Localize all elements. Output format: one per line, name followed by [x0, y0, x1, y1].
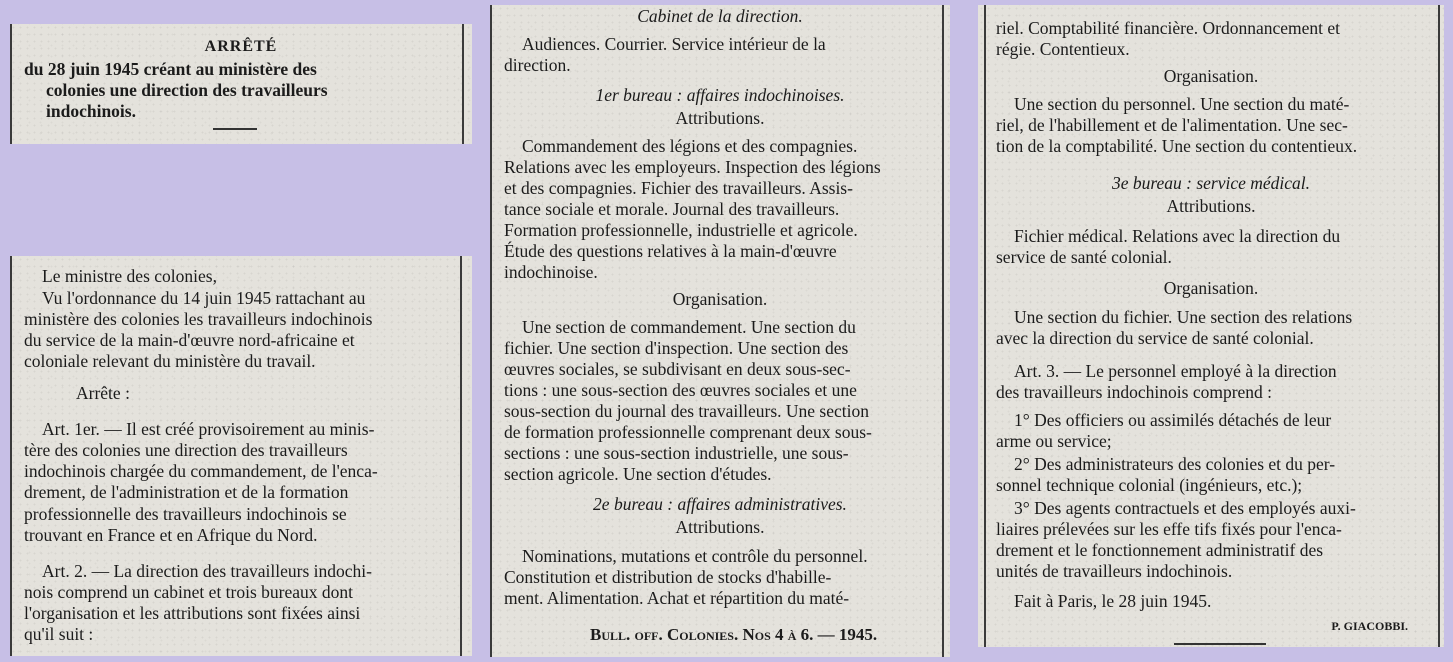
- text-line: direction.: [504, 55, 571, 75]
- text-line: du service de la main-d'œuvre nord-africaine et: [24, 330, 355, 350]
- text-line: fichier. Une section d'inspection. Une section des: [504, 338, 849, 358]
- text-line: Art. 1er. — Il est créé provisoirement au minis-: [42, 419, 375, 439]
- text-line: tion de la comptabilité. Une section du contentieux.: [996, 136, 1358, 156]
- text-line: Formation professionnelle, industrielle et agricole.: [504, 220, 858, 240]
- bureaux-clipping: [490, 5, 950, 657]
- text-line: riel. Comptabilité financière. Ordonnancement et: [996, 18, 1341, 38]
- text-line: qu'il suit :: [24, 624, 94, 644]
- right-column-rule: [1438, 5, 1440, 647]
- text-line: Nominations, mutations et contrôle du personnel.: [522, 546, 868, 566]
- decree-title: ARRÊTÉ: [204, 38, 278, 55]
- decree-subtitle-line: du 28 juin 1945 créant au ministère des: [24, 59, 317, 79]
- text-line: Art. 2. — La direction des travailleurs indochi-: [42, 561, 372, 581]
- text-line: tance sociale et morale. Journal des travailleurs.: [504, 199, 840, 219]
- text-line: unités de travailleurs indochinois.: [996, 561, 1233, 581]
- text-line: Audiences. Courrier. Service intérieur de la: [522, 34, 826, 54]
- organisation-heading: Organisation.: [1163, 66, 1259, 86]
- text-line: tère des colonies une direction des travailleurs: [24, 440, 348, 460]
- text-line: 3° Des agents contractuels et des employés auxi-: [1014, 498, 1356, 518]
- bulletin-footer: Bull. off. Colonies. Nos 4 à 6. — 1945.: [590, 625, 878, 644]
- decree-subtitle-line: colonies une direction des travailleurs: [46, 80, 328, 100]
- text-line: section agricole. Une section d'études.: [504, 464, 772, 484]
- text-line: sous-section du journal des travailleurs. Une section: [504, 401, 869, 421]
- decree-subtitle-line: indochinois.: [46, 101, 136, 121]
- text-line: et des compagnies. Fichier des travailleurs. Assis-: [504, 178, 853, 198]
- text-line: tions : une sous-section des œuvres sociales et une: [504, 380, 857, 400]
- bureau1-heading: 1er bureau : affaires indochinoises.: [595, 85, 845, 105]
- text-line: sonnel technique colonial (ingénieurs, etc.);: [996, 475, 1303, 495]
- text-line: coloniale relevant du ministère du travail.: [24, 351, 316, 371]
- title-clipping: [10, 24, 472, 144]
- article3-clipping: [978, 5, 1444, 647]
- left-column-rule: [984, 5, 986, 647]
- cabinet-heading: Cabinet de la direction.: [637, 6, 803, 26]
- text-line: l'organisation et les attributions sont fixées ainsi: [24, 603, 361, 623]
- text-line: Arrête :: [76, 383, 130, 403]
- text-line: indochinois chargée du commandement, de l'enca-: [24, 461, 378, 481]
- text-line: des travailleurs indochinois comprend :: [996, 382, 1273, 402]
- text-line: 2° Des administrateurs des colonies et du per-: [1014, 454, 1336, 474]
- text-line: service de santé colonial.: [996, 247, 1172, 267]
- text-line: liaires prélevées sur les effe tifs fixés pour l'enca-: [996, 519, 1342, 539]
- text-line: Constitution et distribution de stocks d'habille-: [504, 567, 832, 587]
- text-line: de formation professionnelle comprenant deux sous-: [504, 422, 872, 442]
- organisation-heading: Organisation.: [1163, 278, 1259, 298]
- signature: P. GIACOBBI.: [1331, 619, 1408, 633]
- text-line: drement et le fonctionnement administratif des: [996, 540, 1324, 560]
- text-line: Une section du personnel. Une section du maté-: [1014, 94, 1350, 114]
- left-column-rule: [10, 256, 12, 656]
- text-line: avec la direction du service de santé colonial.: [996, 328, 1314, 348]
- text-line: Vu l'ordonnance du 14 juin 1945 rattachant au: [42, 288, 366, 308]
- bureau3-heading: 3e bureau : service médical.: [1111, 173, 1311, 193]
- text-line: Commandement des légions et des compagnies.: [522, 136, 858, 156]
- text-line: Une section de commandement. Une section du: [522, 317, 856, 337]
- text-line: nois comprend un cabinet et trois bureaux dont: [24, 582, 354, 602]
- attributions-heading: Attributions.: [675, 517, 765, 537]
- signoff-line: Fait à Paris, le 28 juin 1945.: [1014, 591, 1212, 611]
- text-line: œuvres sociales, se subdivisant en deux sous-sec-: [504, 359, 851, 379]
- preamble-clipping: [10, 256, 472, 656]
- text-line: ministère des colonies les travailleurs indochinois: [24, 309, 373, 329]
- text-line: sections : une sous-section industrielle, une sous-: [504, 443, 849, 463]
- text-line: régie. Contentieux.: [996, 39, 1130, 59]
- text-line: Le ministre des colonies,: [42, 266, 217, 286]
- text-line: drement, de l'administration et de la formation: [24, 482, 349, 502]
- text-line: 1° Des officiers ou assimilés détachés de leur: [1014, 410, 1332, 430]
- text-line: arme ou service;: [996, 431, 1112, 451]
- text-line: professionnelle des travailleurs indochinois se: [24, 504, 347, 524]
- text-line: indochinoise.: [504, 262, 598, 282]
- title-separator: [213, 128, 257, 130]
- text-line: Fichier médical. Relations avec la direction du: [1014, 226, 1341, 246]
- text-line: Une section du fichier. Une section des relations: [1014, 307, 1353, 327]
- right-column-rule: [460, 256, 462, 656]
- attributions-heading: Attributions.: [675, 108, 765, 128]
- bureau2-heading: 2e bureau : affaires administratives.: [593, 494, 847, 514]
- attributions-heading: Attributions.: [1166, 196, 1256, 216]
- text-line: Étude des questions relatives à la main-d'œuvre: [504, 241, 837, 261]
- organisation-heading: Organisation.: [672, 289, 768, 309]
- closing-separator: [1174, 643, 1266, 645]
- text-line: trouvant en France et en Afrique du Nord.: [24, 525, 318, 545]
- text-line: Relations avec les employeurs. Inspection des légions: [504, 157, 881, 177]
- text-line: ment. Alimentation. Achat et répartition du maté-: [504, 588, 850, 608]
- text-line: Art. 3. — Le personnel employé à la direction: [1014, 361, 1337, 381]
- text-line: riel, de l'habillement et de l'alimentation. Une sec-: [996, 115, 1348, 135]
